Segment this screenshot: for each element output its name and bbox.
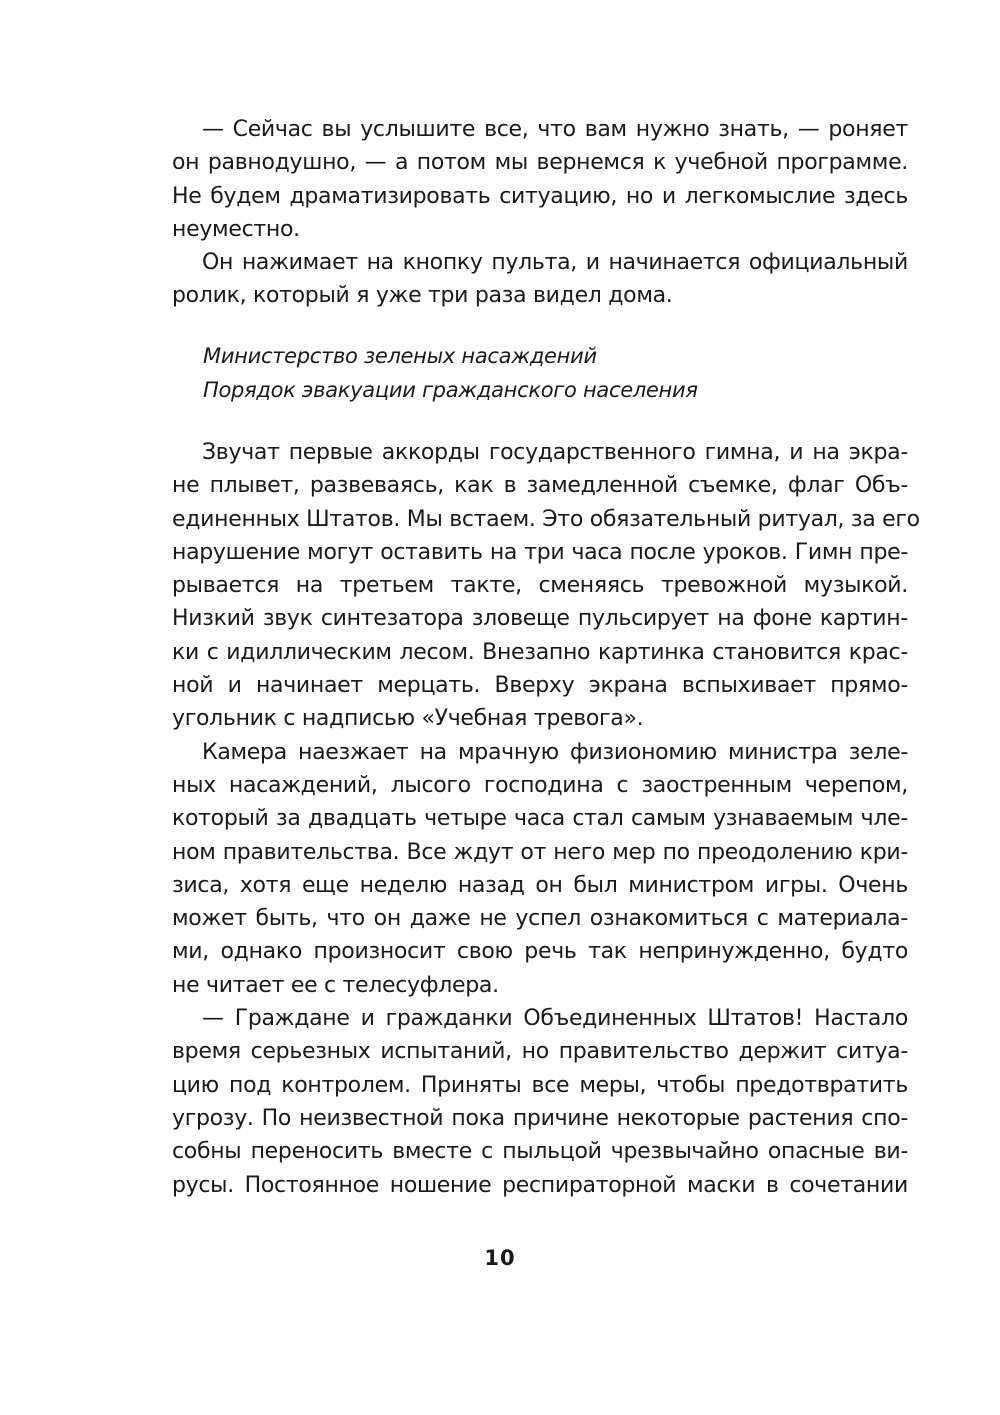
text-line: может быть, что он даже не успел ознакомиться с материала- (172, 906, 908, 932)
video-title-line-1: Министерство зеленых насаждений (203, 344, 597, 368)
paragraph (172, 436, 920, 736)
page-number: 10 (484, 1246, 516, 1270)
paragraph-block-intro (172, 113, 908, 313)
text-line: ных насаждений, лысого господина с заостренным черепом, (172, 772, 908, 798)
text-line: ролик, который я уже три раза видел дома. (172, 283, 673, 309)
text-line: — Граждане и гражданки Объединенных Штатов! Настало (202, 1006, 908, 1032)
text-line: который за двадцать четыре часа стал самым узнаваемым чле- (172, 806, 908, 832)
text-line: не плывет, развеваясь, как в замедленной съемке, флаг Объ- (172, 473, 908, 499)
text-line: не читает ее с телесуфлера. (172, 972, 499, 998)
text-line: Не будем драматизировать ситуацию, но и легкомыслие здесь (172, 183, 908, 209)
text-line: ном правительства. Все ждут от него мер по преодолению кри- (172, 839, 908, 865)
text-line: ки с идиллическим лесом. Внезапно картинка становится крас- (172, 639, 908, 665)
text-line: собны переносить вместе с пыльцой чрезвычайно опасные ви- (172, 1139, 908, 1165)
paragraph-block-body (172, 436, 920, 1202)
paragraph (172, 1002, 908, 1202)
paragraph (172, 736, 908, 1002)
paragraph (172, 246, 908, 313)
text-line: нарушение могут оставить на три часа после уроков. Гимн пре- (172, 539, 908, 565)
text-line: Он нажимает на кнопку пульта, и начинается официальный (202, 250, 908, 276)
text-line: угрозу. По неизвестной пока причине некоторые растения спо- (172, 1105, 908, 1131)
text-line: ми, однако произносит свою речь так непринужденно, будто (172, 939, 908, 965)
text-line: рывается на третьем такте, сменяясь тревожной музыкой. (172, 573, 908, 599)
text-line: зиса, хотя еще неделю назад он был министром игры. Очень (172, 872, 908, 898)
text-line: Низкий звук синтезатора зловеще пульсирует на фоне картин- (172, 606, 908, 632)
paragraph (172, 113, 908, 246)
text-line: неуместно. (172, 216, 300, 242)
text-line: Камера наезжает на мрачную физиономию министра зеле- (202, 739, 908, 765)
video-title (203, 339, 903, 407)
text-line: угольник с надписью «Учебная тревога». (172, 706, 644, 732)
text-line: время серьезных испытаний, но правительство держит ситуа- (172, 1039, 908, 1065)
text-line: ной и начинает мерцать. Вверху экрана вспыхивает прямо- (172, 673, 908, 699)
text-line: цию под контролем. Приняты все меры, чтобы предотвратить (172, 1072, 908, 1098)
text-line: он равнодушно, — а потом мы вернемся к учебной программе. (172, 150, 908, 176)
video-title-line-2: Порядок эвакуации гражданского населения (203, 378, 698, 402)
text-line: единенных Штатов. Мы встаем. Это обязательный ритуал, за его (172, 506, 920, 532)
text-line: русы. Постоянное ношение респираторной маски в сочетании (172, 1172, 908, 1198)
text-line: Звучат первые аккорды государственного гимна, и на экра- (202, 440, 908, 465)
text-line: — Сейчас вы услышите все, что вам нужно знать, — роняет (202, 117, 908, 142)
